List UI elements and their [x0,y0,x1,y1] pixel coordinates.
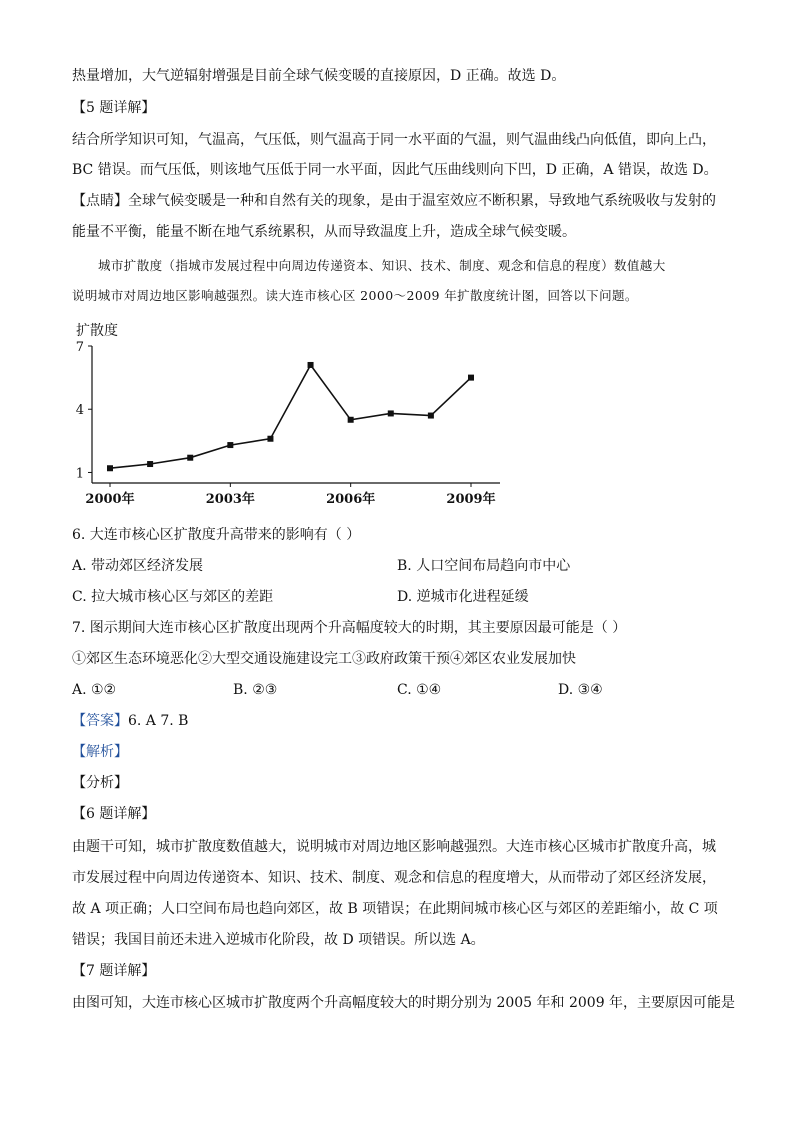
answer-label: 【答案】 [72,713,128,729]
data-point [468,375,474,381]
text-line: 能量不平衡，能量不断在地气系统累积，从而导致温度上升，造成全球气候变暖。 [72,224,576,240]
q6-detail-line: 故 A 项正确；人口空间布局也趋向郊区，故 B 项错误；在此期间城市核心区与郊区的差距缩小，故 C 项 [72,901,718,917]
q7-stem: 7. 图示期间大连市核心区扩散度出现两个升高幅度较大的时期，其主要原因最可能是（ ） [72,620,627,636]
q6-stem: 6. 大连市核心区扩散度升高带来的影响有（ ） [72,527,361,543]
data-point [348,417,354,423]
text-line: BC 错误。而气压低，则该地气压低于同一水平面，因此气压曲线则向下凹，D 正确，A 错误，故选 D。 [72,162,718,178]
q7-option-d: D. ③④ [558,682,603,698]
data-point [187,455,193,461]
q6-option-a: A. 带动郊区经济发展 [72,558,204,574]
section-heading-q5: 【5 题详解】 [72,100,156,116]
q7-option-a: A. ①② [72,682,117,698]
y-tick-label: 7 [75,340,84,355]
data-point [308,362,314,368]
x-tick-label: 2003年 [205,492,255,507]
q6-detail-line: 错误；我国目前还未进入逆城市化阶段，故 D 项错误。所以选 A。 [72,932,485,948]
y-tick-label: 1 [75,466,84,482]
data-point [107,465,113,471]
text-line: 结合所学知识可知，气温高，气压低，则气温高于同一水平面的气温，则气温曲线凸向低值，即向上凸， [72,132,716,148]
text-line: 【点睛】全球气候变暖是一种和自然有关的现象，是由于温室效应不断积累，导致地气系统吸收与发射的 [72,193,716,209]
series-line [110,365,471,468]
y-axis-label: 扩散度 [76,323,118,339]
intro-line: 城市扩散度（指城市发展过程中向周边传递资本、知识、技术、制度、观念和信息的程度）数值越大 [98,258,666,273]
data-point [428,413,434,419]
data-point [227,442,233,448]
diffusion-line-chart [62,320,512,512]
q7-option-c: C. ①④ [397,682,442,698]
x-tick-label: 2009年 [446,492,496,507]
analysis-heading: 【解析】 [72,744,128,760]
q6-option-b: B. 人口空间布局趋向市中心 [397,558,571,574]
q7-items: ①郊区生态环境恶化②大型交通设施建设完工③政府政策干预④郊区农业发展加快 [72,651,576,667]
q7-detail-line: 由图可知，大连市核心区城市扩散度两个升高幅度较大的时期分别为 2005 年和 2009 年，主要原因可能是 [72,995,736,1011]
answer-row [72,711,188,731]
q7-detail-heading: 【7 题详解】 [72,963,156,979]
q6-detail-line: 市发展过程中向周边传递资本、知识、技术、制度、观念和信息的程度增大，从而带动了郊区经济发展， [72,870,716,886]
text-line: 热量增加，大气逆辐射增强是目前全球气候变暖的直接原因，D 正确。故选 D。 [72,68,566,84]
answer-text: 6. A 7. B [128,713,189,729]
data-point [147,461,153,467]
x-tick-label: 2000年 [85,492,135,507]
y-tick-label: 4 [75,403,84,419]
x-tick-label: 2006年 [326,492,376,507]
q6-option-d: D. 逆城市化进程延缓 [397,589,529,605]
q6-detail-line: 由题干可知，城市扩散度数值越大，说明城市对周边地区影响越强烈。大连市核心区城市扩散度升高，城 [72,839,716,855]
q6-option-c: C. 拉大城市核心区与郊区的差距 [72,589,274,605]
data-point [388,410,394,416]
q6-detail-heading: 【6 题详解】 [72,806,156,822]
q7-option-b: B. ②③ [233,682,278,698]
intro-line: 说明城市对周边地区影响越强烈。读大连市核心区 2000～2009 年扩散度统计图，回答以下问题。 [72,288,638,303]
data-point [267,436,273,442]
fenxi-heading: 【分析】 [72,775,128,791]
